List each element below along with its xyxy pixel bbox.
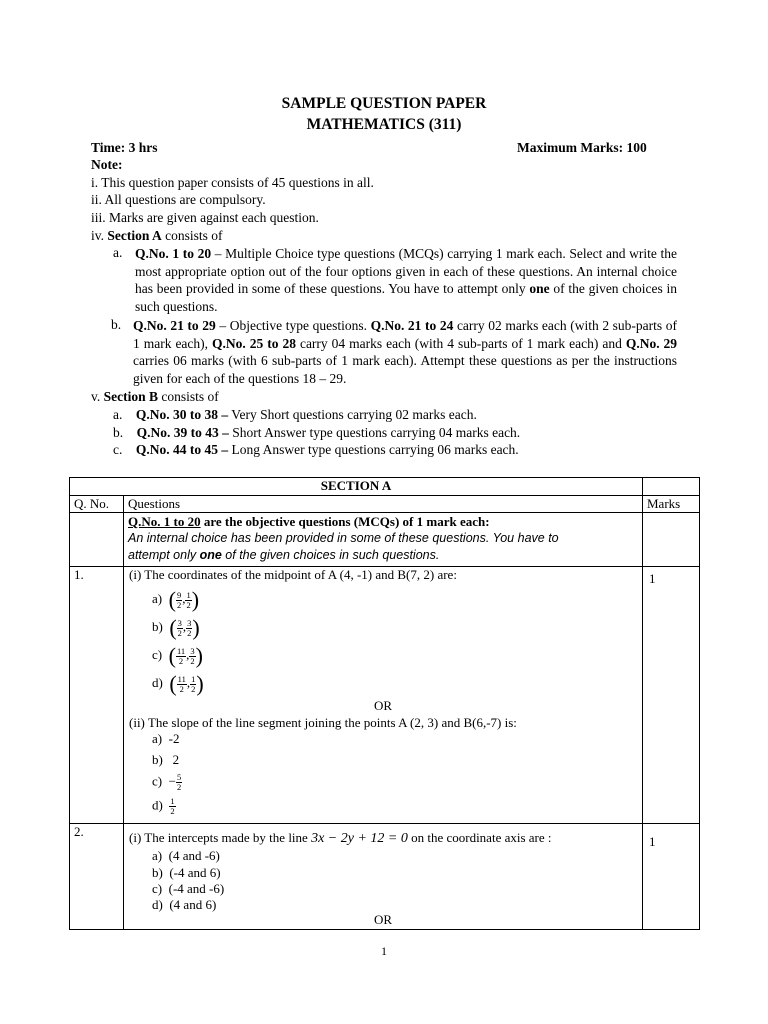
denominator: 2 [170,806,175,816]
numerator: 1 [170,796,175,806]
fraction [169,797,175,816]
denominator: 2 [190,655,195,666]
q2-option-d-text: (4 and 6) [169,897,217,912]
note-v-section: Section B [103,389,159,404]
q2-option-b [152,865,221,881]
paper-title: SAMPLE QUESTION PAPER [281,95,487,112]
q2-question-text-a: (i) The intercepts made by the line [129,830,308,845]
paren-right: ) [192,615,200,640]
paren-left: ( [168,587,176,612]
q2-or-separator: OR [373,912,393,927]
q2-option-a-label: a) [152,848,163,863]
note-a-label: a. [113,245,123,260]
table-section-row [70,478,700,496]
note-a-body: – Multiple Choice type questions (MCQs) carrying 1 mark each. Select and write the most appropriate option out of the four options given in each of these questions. An internal choice has been provided in some of these questions. You have to attempt only [135,246,677,297]
note-vc-label: c. [113,442,123,457]
denominator: 2 [176,782,182,792]
q1-option-d: d) ( $\frac{11}{2}$ , $\frac{1}{2}$ ) [152,671,204,696]
intro-italic-2a: attempt only [128,548,197,562]
q1-option-d-label: d) [152,674,163,690]
q1-part2-option-c-label: c) [152,773,163,789]
numerator: 3 [190,645,195,656]
note-v [91,388,219,405]
numerator: 11 [177,673,186,684]
numerator: 9 [176,589,182,600]
q2-option-a [152,848,220,864]
table-intro-row [70,513,700,567]
note-label: Note: [91,157,123,172]
q2-question-text-b: on the coordinate axis are : [411,830,552,845]
note-vc-bold: Q.No. 44 to 45 – [135,442,229,457]
note-b-body2: carry 02 marks each (with 2 sub-parts of 1 mark each), [133,318,677,351]
note-vc-body: Long Answer type questions carrying 06 marks each. [231,442,519,457]
note-b-body4: carries 06 marks (with 6 sub-parts of 1 mark each). Attempt these questions as per the instructions given for each of the questions 18 – 29. [133,353,677,386]
page-number: 1 [381,944,387,958]
note-b-label: b. [111,317,122,332]
note-i: i. This question paper consists of 45 questions in all. [91,175,374,190]
q2-question [129,830,552,847]
note-vc [113,441,519,458]
denominator: 2 [176,599,182,610]
note-b-bold4: Q.No. 29 [625,335,678,351]
section-empty-cell [643,478,700,496]
denominator: 2 [191,683,196,694]
note-b-text [133,317,677,387]
table-row-q2 [70,824,700,930]
paren-right: ) [196,671,204,696]
q2-option-c-text: (-4 and -6) [168,881,225,896]
intro-italic-1: An internal choice has been provided in some of these questions. You have to [128,531,559,545]
paren-left: ( [169,671,177,696]
note-a-bold2: one [529,281,550,297]
note-vb-bold: Q.No. 39 to 43 – [136,425,229,440]
q1-number: 1. [70,567,124,824]
note-iii: iii. Marks are given against each question. [91,210,319,225]
q1-cell [124,567,643,824]
q1-part2-option-d-label: d) [152,797,163,813]
q1-option-b-label: b) [152,618,163,634]
q1-part2-option-b-label: b) [152,752,163,767]
note-va-label: a. [113,407,123,422]
intro-italic-2c: of the given choices in such questions. [225,548,440,562]
intro-empty-marks [643,513,700,567]
max-marks-label: Maximum Marks: 100 [517,140,647,155]
fraction [177,619,183,638]
col-questions-header: Questions [124,496,643,513]
intro-heading-underlined: Q.No. 1 to 20 [128,514,201,529]
col-marks-header: Marks [643,496,700,513]
q2-number: 2. [70,824,124,930]
note-b-body: – Objective type questions. [219,318,367,333]
q2-cell [124,824,643,930]
note-iv-prefix: iv. [91,228,104,243]
paren-left: ( [169,615,177,640]
q2-option-c [152,881,224,897]
intro-italic-2 [128,547,638,564]
table-header-row [70,496,700,513]
q1-part2-option-a-label: a) [152,731,163,746]
denominator: 2 [177,627,182,638]
paren-right: ) [195,643,203,668]
q1-option-c-label: c) [152,646,163,662]
q2-option-b-text: (-4 and 6) [169,865,221,880]
numerator: 3 [187,617,192,628]
q1-part2-option-b [152,752,179,768]
paper-subject: MATHEMATICS (311) [306,116,462,133]
question-table [69,477,700,930]
q1-option-c: c) ( $\frac{11}{2}$ , $\frac{3}{2}$ ) [152,643,203,668]
q2-option-d-label: d) [152,897,163,912]
note-a-text [135,245,677,315]
fraction [176,773,182,792]
note-v-rest: consists of [161,389,219,404]
note-ii: ii. All questions are compulsory. [91,192,266,207]
q1-or-separator: OR [373,698,393,713]
note-b-bold2: Q.No. 21 to 24 [370,318,454,333]
col-qno-header: Q. No. [70,496,124,513]
paren-right: ) [191,587,200,612]
note-b-bold3: Q.No. 25 to 28 [212,335,296,351]
note-a-bold: Q.No. 1 to 20 [135,246,212,261]
note-va-body: Very Short questions carrying 02 marks each. [231,407,477,422]
q1-part1: (i) The coordinates of the midpoint of A (4, -1) and B(7, 2) are: [129,567,457,582]
q2-equation: 3x − 2y + 12 = 0 [311,831,408,846]
q2-marks: 1 [643,824,700,930]
numerator: 1 [191,673,196,684]
q1-option-a-label: a) [152,590,163,606]
denominator: 2 [186,599,191,610]
numerator: 11 [176,645,186,656]
q1-option-b: b) ( $\frac{3}{2}$ , $\frac{3}{2}$ ) [152,615,200,640]
q1-part2-option-c-sign: − [168,773,176,789]
q1-part2-option-d [152,797,176,816]
intro-italic-2b: one [199,548,222,562]
q1-option-a: a) ( $\frac{9}{2}$ , $\frac{1}{2}$ ) [152,587,200,612]
fraction [176,647,186,666]
note-b-body3: carry 04 marks each (with 4 sub-parts of 1 mark each) and [299,335,622,351]
fraction [176,591,182,610]
q1-part2-option-a-text: -2 [168,731,180,746]
note-a-body2: of the given choices in such questions. [135,281,678,314]
note-iv-rest: consists of [165,228,223,243]
q2-option-a-text: (4 and -6) [168,848,220,863]
numerator: 1 [186,589,191,600]
section-heading: SECTION A [70,478,643,496]
fraction [177,675,187,694]
note-iv-section: Section A [107,228,162,243]
denominator: 2 [187,627,192,638]
q1-part2-option-c [152,773,182,792]
time-label: Time: 3 hrs [91,140,158,155]
note-vb-body: Short Answer type questions carrying 04 marks each. [232,425,521,440]
q1-marks: 1 [643,567,700,824]
intro-cell [124,513,643,567]
denominator: 2 [179,683,184,694]
q2-option-b-label: b) [152,865,163,880]
note-v-prefix: v. [91,389,101,404]
numerator: 5 [176,772,182,782]
q2-option-d [152,897,216,913]
note-iv [91,227,223,244]
numerator: 3 [177,617,182,628]
q1-part2: (ii) The slope of the line segment joining the points A (2, 3) and B(6,-7) is: [129,715,517,730]
paren-left: ( [168,643,176,668]
q2-option-c-label: c) [152,881,163,896]
intro-heading-rest: are the objective questions (MCQs) of 1 mark each: [203,514,490,529]
denominator: 2 [178,655,184,666]
intro-empty-qno [70,513,124,567]
note-vb-label: b. [113,425,124,440]
q1-part2-option-b-text: 2 [172,752,180,767]
note-b-bold: Q.No. 21 to 29 [133,318,216,333]
intro-heading [128,513,638,530]
q1-part2-option-a [152,731,179,747]
table-row-q1 [70,567,700,824]
note-vb [113,424,520,441]
note-va [113,406,477,423]
note-va-bold: Q.No. 30 to 38 – [135,407,229,422]
